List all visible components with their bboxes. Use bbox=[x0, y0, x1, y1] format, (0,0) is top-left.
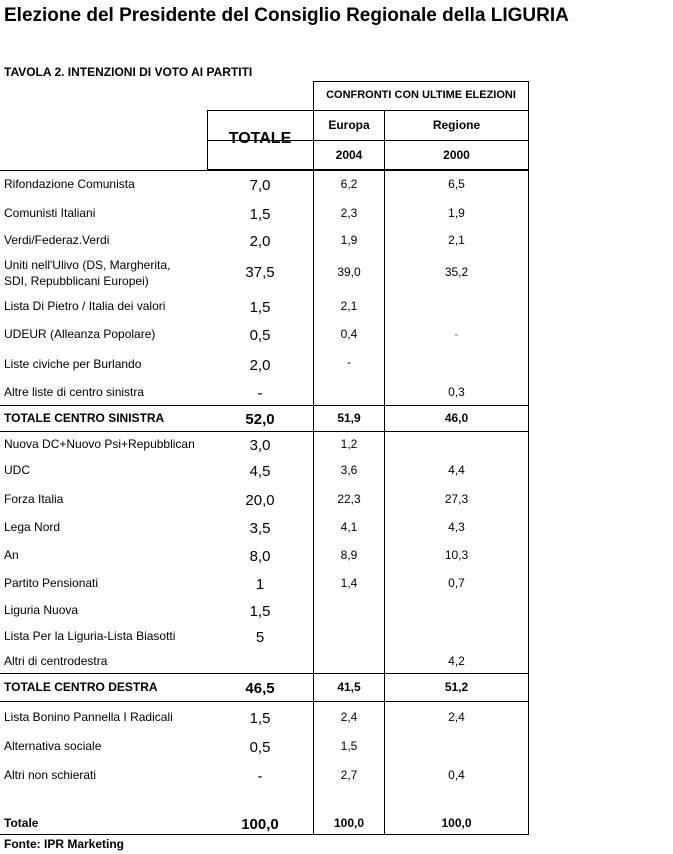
regione-value: 1,9 bbox=[448, 206, 465, 220]
header-divider bbox=[313, 110, 529, 111]
table-row bbox=[0, 710, 530, 730]
party-name: Liguria Nuova bbox=[4, 603, 79, 617]
table-row bbox=[0, 327, 530, 347]
table-row bbox=[0, 177, 530, 197]
regione-value: - bbox=[454, 327, 459, 341]
europa-value: 41,5 bbox=[337, 680, 361, 694]
europa-value: 1,5 bbox=[340, 739, 358, 753]
party-name: Altri di centrodestra bbox=[4, 654, 108, 668]
party-name-line2: SDI, Repubblicani Europei) bbox=[4, 274, 149, 288]
europa-value: 39,0 bbox=[337, 265, 361, 279]
row-separator bbox=[0, 431, 529, 432]
table-row bbox=[0, 629, 530, 649]
table-row bbox=[0, 437, 530, 457]
regione-year: 2000 bbox=[443, 148, 470, 162]
totale-value: 100,0 bbox=[241, 816, 279, 833]
totale-value: 0,5 bbox=[249, 327, 271, 344]
subtotal-row bbox=[0, 411, 530, 431]
totale-value: 2,0 bbox=[249, 357, 271, 374]
totale-value: 1,5 bbox=[249, 206, 271, 223]
table-row bbox=[0, 654, 530, 674]
totale-value: 2,0 bbox=[249, 233, 271, 250]
page-title: Elezione del Presidente del Consiglio Regionale della LIGURIA bbox=[4, 5, 569, 26]
totale-value: 7,0 bbox=[249, 177, 271, 194]
regione-value: 4,4 bbox=[448, 463, 465, 477]
regione-value: 2,4 bbox=[448, 710, 465, 724]
party-name: Rifondazione Comunista bbox=[4, 177, 135, 191]
table-row bbox=[0, 258, 530, 292]
table-row bbox=[0, 299, 530, 319]
totale-value: 1,5 bbox=[249, 299, 271, 316]
party-name: Verdi/Federaz.Verdi bbox=[4, 233, 110, 247]
party-name: Partito Pensionati bbox=[4, 576, 99, 590]
total-row bbox=[0, 816, 530, 836]
regione-value: 4,3 bbox=[448, 520, 465, 534]
table-row bbox=[0, 492, 530, 512]
table-row bbox=[0, 768, 530, 788]
regione-value: 0,4 bbox=[448, 768, 465, 782]
party-name: Alternativa sociale bbox=[4, 739, 102, 753]
party-name: Altre liste di centro sinistra bbox=[4, 385, 145, 399]
europa-value: 2,7 bbox=[340, 768, 358, 782]
totale-value: 1,5 bbox=[249, 710, 271, 727]
table-top-rule bbox=[0, 170, 529, 171]
totale-value: 8,0 bbox=[249, 548, 271, 565]
europa-value: 3,6 bbox=[340, 463, 358, 477]
regione-value: 4,2 bbox=[448, 654, 465, 668]
totale-value: 1 bbox=[255, 576, 265, 593]
confronti-header: CONFRONTI CON ULTIME ELEZIONI bbox=[326, 89, 516, 101]
table-row bbox=[0, 739, 530, 759]
regione-value: 0,7 bbox=[448, 576, 465, 590]
party-name: Lista Per la Liguria-Lista Biasotti bbox=[4, 629, 176, 643]
totale-value: 3,5 bbox=[249, 520, 271, 537]
europa-value: 0,4 bbox=[340, 327, 358, 341]
regione-header: Regione bbox=[432, 118, 481, 132]
table-caption: TAVOLA 2. INTENZIONI DI VOTO AI PARTITI bbox=[4, 65, 253, 79]
totale-value: 46,5 bbox=[245, 680, 275, 697]
party-name: Lega Nord bbox=[4, 520, 61, 534]
party-name: Lista Bonino Pannella I Radicali bbox=[4, 710, 173, 724]
table-row bbox=[0, 385, 530, 405]
regione-value: 6,5 bbox=[448, 177, 465, 191]
totale-value: 5 bbox=[255, 629, 265, 646]
totale-header: TOTALE bbox=[228, 130, 292, 147]
totale-value: - bbox=[257, 385, 263, 402]
europa-value: 2,3 bbox=[340, 206, 358, 220]
regione-value: 35,2 bbox=[444, 265, 469, 279]
row-separator bbox=[0, 405, 529, 406]
party-name: UDEUR (Alleanza Popolare) bbox=[4, 327, 156, 341]
table-row bbox=[0, 206, 530, 226]
europa-value: 2,1 bbox=[340, 299, 358, 313]
europa-value: 8,9 bbox=[340, 548, 358, 562]
party-name: Nuova DC+Nuovo Psi+Repubblican bbox=[4, 437, 195, 451]
regione-value: 51,2 bbox=[444, 680, 469, 694]
table-row bbox=[0, 463, 530, 483]
totale-value: 52,0 bbox=[245, 411, 275, 428]
europa-value: 51,9 bbox=[337, 411, 361, 425]
party-name: Uniti nell'Ulivo (DS, Margherita, bbox=[4, 258, 171, 272]
subtotal-row bbox=[0, 680, 530, 700]
table-row bbox=[0, 357, 530, 377]
table-row bbox=[0, 233, 530, 253]
europa-year: 2004 bbox=[335, 148, 363, 162]
totale-value: - bbox=[257, 768, 263, 785]
europa-value: 1,4 bbox=[340, 576, 358, 590]
table-row bbox=[0, 603, 530, 623]
totale-value: 20,0 bbox=[245, 492, 275, 509]
row-separator bbox=[0, 701, 529, 702]
party-name: An bbox=[4, 548, 19, 562]
europa-value: 1,2 bbox=[340, 437, 358, 451]
table-row bbox=[0, 576, 530, 596]
regione-value: 0,3 bbox=[448, 385, 465, 399]
regione-value: 27,3 bbox=[444, 492, 469, 506]
europa-value: 100,0 bbox=[333, 816, 365, 830]
party-name: TOTALE CENTRO SINISTRA bbox=[4, 411, 165, 425]
party-name: Comunisti Italiani bbox=[4, 206, 96, 220]
europa-value: 1,9 bbox=[340, 233, 358, 247]
europa-value: 4,1 bbox=[340, 520, 358, 534]
source-note: Fonte: IPR Marketing bbox=[4, 837, 125, 851]
table-row bbox=[0, 520, 530, 540]
table-row bbox=[0, 548, 530, 568]
europa-value: 6,2 bbox=[340, 177, 358, 191]
party-name: Lista Di Pietro / Italia dei valori bbox=[4, 299, 166, 313]
party-name: UDC bbox=[4, 463, 30, 477]
europa-value: 2,4 bbox=[340, 710, 358, 724]
regione-value: 2,1 bbox=[448, 233, 465, 247]
totale-value: 37,5 bbox=[245, 264, 275, 281]
regione-value: 100,0 bbox=[441, 816, 472, 830]
party-name: TOTALE CENTRO DESTRA bbox=[4, 680, 158, 694]
europa-value: - bbox=[347, 355, 351, 369]
europa-value: 22,3 bbox=[337, 492, 361, 506]
party-name: Altri non schierati bbox=[4, 768, 97, 782]
party-name: Liste civiche per Burlando bbox=[4, 357, 142, 371]
totale-value: 3,0 bbox=[249, 437, 271, 454]
regione-value: 46,0 bbox=[444, 411, 469, 425]
regione-value: 10,3 bbox=[444, 548, 469, 562]
totale-value: 1,5 bbox=[249, 603, 271, 620]
party-name: Forza Italia bbox=[4, 492, 64, 506]
europa-header: Europa bbox=[328, 118, 370, 132]
party-name: Totale bbox=[4, 816, 39, 830]
totale-value: 4,5 bbox=[249, 463, 271, 480]
totale-value: 0,5 bbox=[249, 739, 271, 756]
